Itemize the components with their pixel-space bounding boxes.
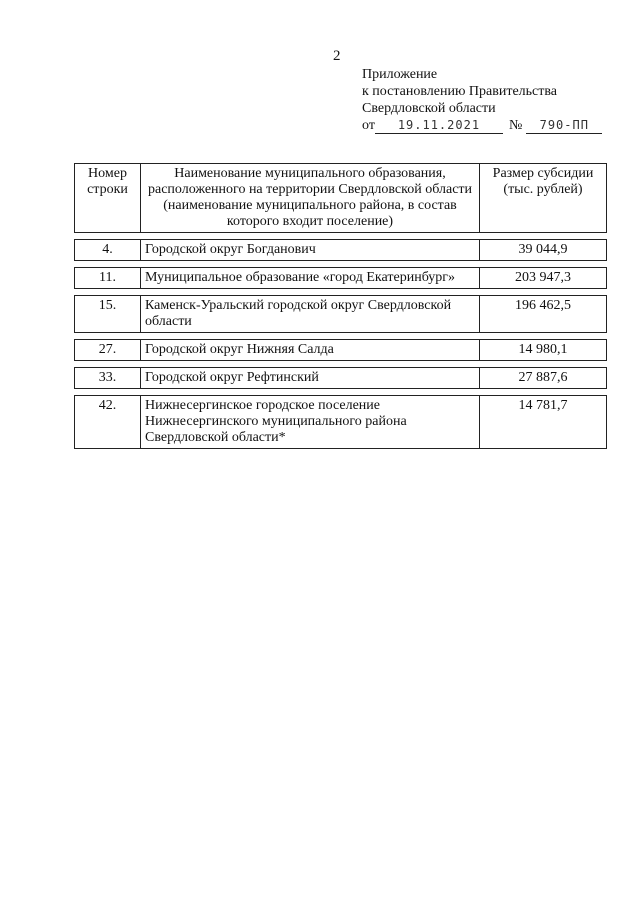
- decree-number: 790-ПП: [526, 118, 602, 134]
- from-label: от: [362, 118, 375, 133]
- row-gap: [74, 288, 607, 295]
- table-row: [74, 295, 607, 332]
- row-number: 11.: [74, 267, 140, 288]
- header-row-number: Номер строки: [74, 163, 140, 232]
- row-number: 42.: [74, 395, 140, 449]
- header-subsidy-amount: Размер субсидии (тыс. рублей): [479, 163, 607, 232]
- subsidy-table: [74, 163, 607, 449]
- appendix-header: [362, 66, 602, 135]
- decree-date: 19.11.2021: [375, 118, 503, 134]
- appendix-decree-line: к постановлению Правительства: [362, 84, 558, 99]
- appendix-region-line: Свердловской области: [362, 101, 496, 116]
- row-amount: 27 887,6: [479, 367, 607, 388]
- row-number: 4.: [74, 239, 140, 260]
- row-gap: [74, 332, 607, 339]
- page-number: 2: [333, 48, 341, 64]
- table-row: [74, 267, 607, 288]
- row-municipality: Городской округ Нижняя Салда: [140, 339, 479, 360]
- row-municipality: Каменск-Уральский городской округ Свердловской области: [140, 295, 479, 332]
- appendix-date-number-line: [362, 117, 602, 135]
- row-number: 27.: [74, 339, 140, 360]
- row-number: 15.: [74, 295, 140, 332]
- row-municipality: Муниципальное образование «город Екатеринбург»: [140, 267, 479, 288]
- table-row: [74, 239, 607, 260]
- row-gap: [74, 260, 607, 267]
- row-gap: [74, 232, 607, 239]
- row-amount: 39 044,9: [479, 239, 607, 260]
- row-municipality: Городской округ Рефтинский: [140, 367, 479, 388]
- row-amount: 203 947,3: [479, 267, 607, 288]
- row-gap: [74, 360, 607, 367]
- row-municipality: Городской округ Богданович: [140, 239, 479, 260]
- table-row: [74, 367, 607, 388]
- appendix-title: Приложение: [362, 67, 438, 82]
- table-row: [74, 395, 607, 449]
- row-amount: 14 980,1: [479, 339, 607, 360]
- table-row: [74, 339, 607, 360]
- row-amount: 196 462,5: [479, 295, 607, 332]
- row-number: 33.: [74, 367, 140, 388]
- row-amount: 14 781,7: [479, 395, 607, 449]
- table-header-row: [74, 163, 607, 232]
- row-gap: [74, 388, 607, 395]
- header-municipality-name: Наименование муниципального образования, расположенного на территории Свердловской области (наименование муниципального района, в состав которого входит поселение): [140, 163, 479, 232]
- row-municipality: Нижнесергинское городское поселение Нижнесергинского муниципального района Свердловской области*: [140, 395, 479, 449]
- number-label: №: [508, 118, 523, 133]
